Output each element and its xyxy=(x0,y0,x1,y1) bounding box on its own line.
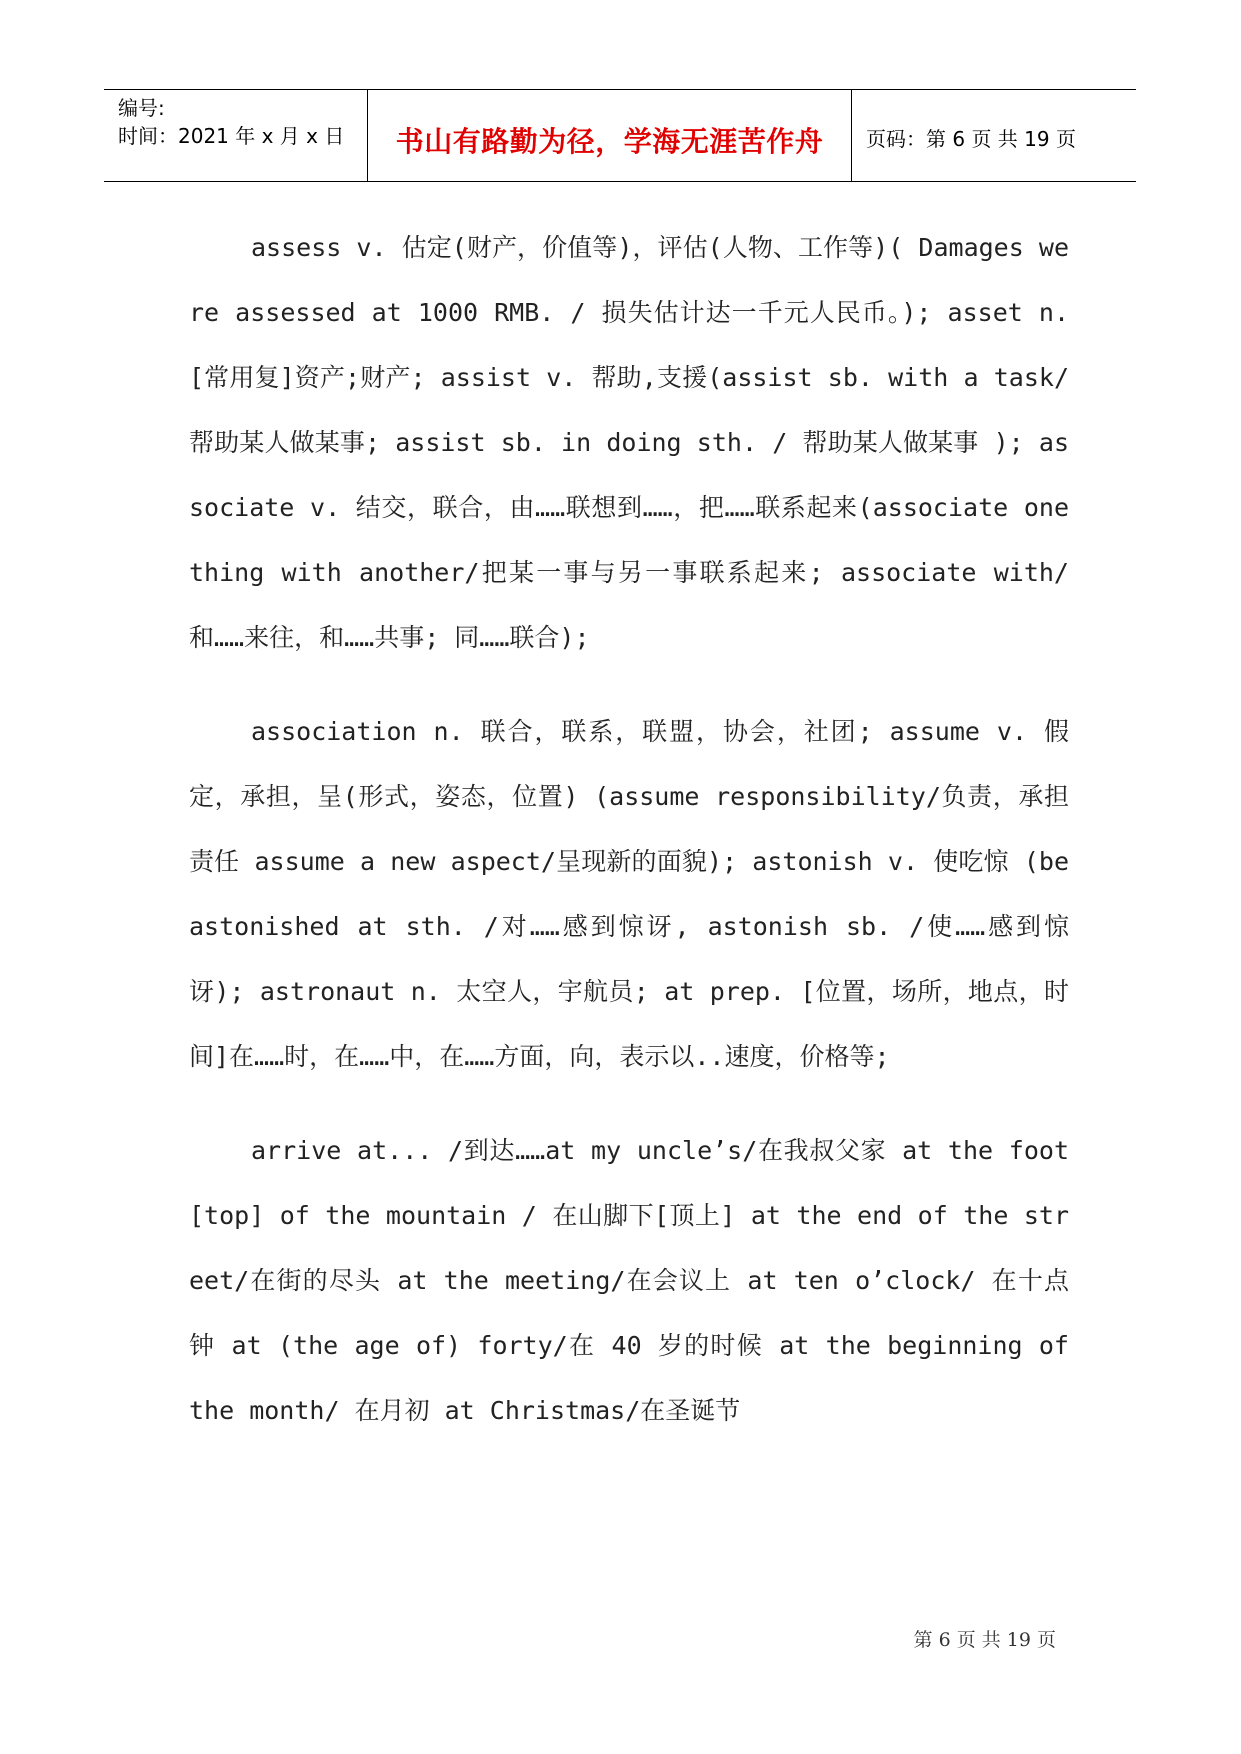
header-motto: 书山有路勤为径，学海无涯苦作舟 xyxy=(395,125,824,158)
header-page-cell xyxy=(852,90,1136,181)
page-footer-number: 第 6 页 共 19 页 xyxy=(913,1629,1056,1651)
header-page-info: 页码：第 6 页 共 19 页 xyxy=(866,127,1076,151)
paragraph: arrive at... /到达……at my uncle’s/在我叔父家 at the foot[top] of the mountain / 在山脚下[顶上] at the end of the street/在街的尽头 at the meeting/在会议上 at ten o’clock/ 在十点钟 at (the age of) forty/在 40 岁的时候 at the beginning of the month/ 在月初 at Christmas/在圣诞节 xyxy=(189,1136,1069,1425)
document-number-label: 编号: xyxy=(118,96,165,120)
header-info-cell xyxy=(104,90,368,181)
document-body xyxy=(189,215,1069,1472)
paragraph: association n. 联合，联系，联盟，协会，社团; assume v. 假定，承担，呈(形式，姿态，位置) (assume responsibility/负责，承担责任 assume a new aspect/呈现新的面貌); astonish v. 使吃惊 (be astonished at sth. /对……感到惊讶, astonish sb. /使……感到惊讶); astronaut n. 太空人，宇航员; at prep. [位置，场所，地点，时间]在……时，在……中，在……方面，向，表示以..速度，价格等; xyxy=(189,717,1069,1071)
paragraph: assess v. 估定(财产，价值等)，评估(人物、工作等)( Damages were assessed at 1000 RMB. / 损失估计达一千元人民币。); asset n. [常用复]资产;财产; assist v. 帮助,支援(assist sb. with a task/帮助某人做某事; assist sb. in doing sth. / 帮助某人做某事 ); associate v. 结交，联合，由……联想到……，把……联系起来(associate one thing with another/把某一事与另一事联系起来; associate with/和……来往，和……共事; 同……联合); xyxy=(189,233,1069,652)
document-time-label: 时间：2021 年 x 月 x 日 xyxy=(118,124,345,148)
page-header xyxy=(104,89,1136,182)
header-motto-cell xyxy=(368,90,852,181)
